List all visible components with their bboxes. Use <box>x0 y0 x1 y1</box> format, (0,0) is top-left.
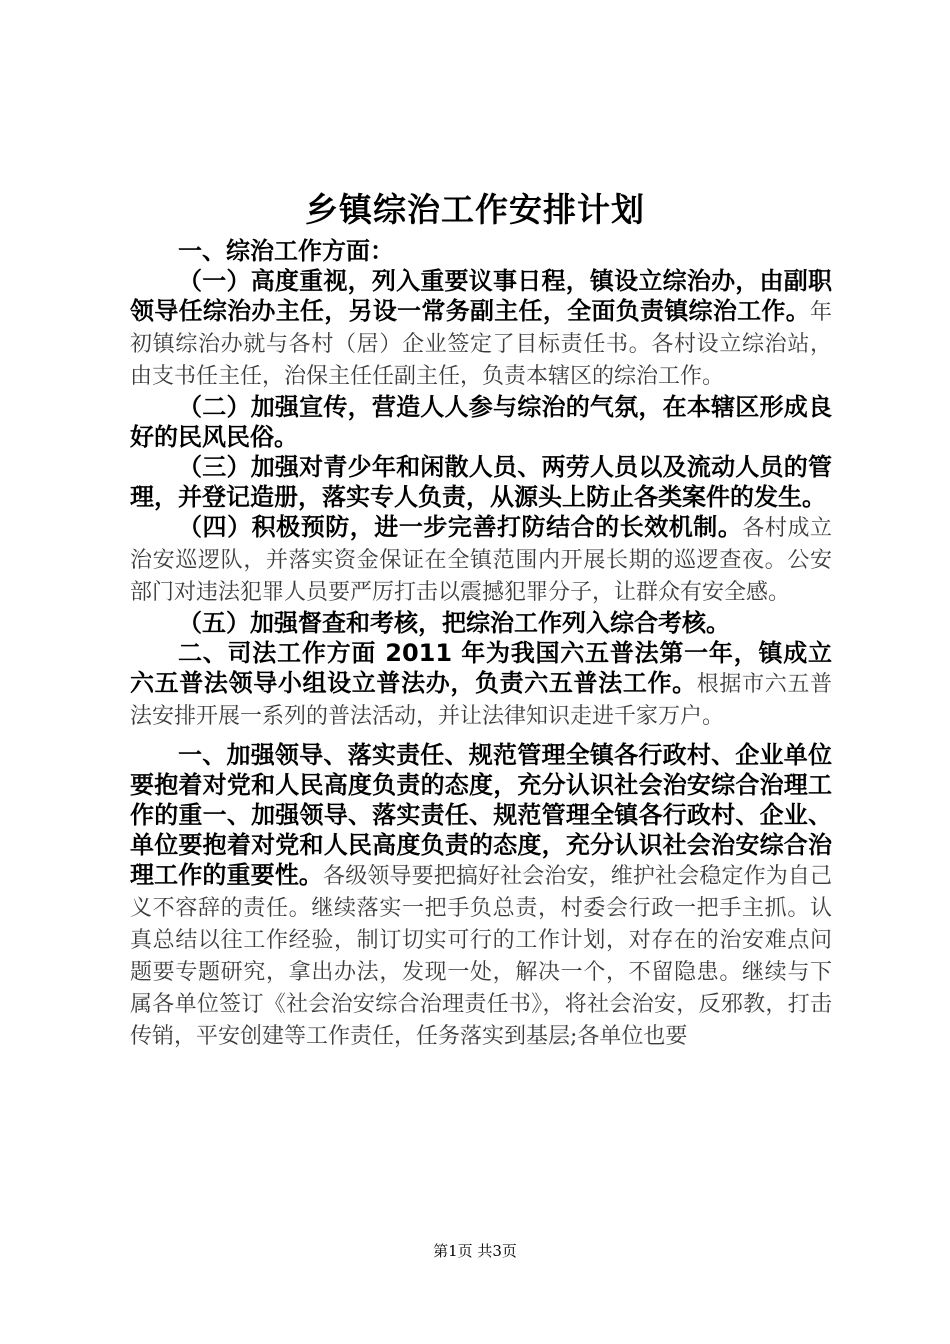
paragraph-bold-text: 二、司法工作方面 2011 年为我国六五普法第一年，镇成立六五普法领导小组设立普法办，负责六五普法工作。 <box>130 639 832 697</box>
paragraph-bold-text: （三）加强对青少年和闲散人员、两劳人员以及流动人员的管理，并登记造册，落实专人负责，从源头上防止各类案件的发生。 <box>130 453 832 511</box>
section1-paragraph-2 <box>130 392 832 452</box>
section1-paragraph-5 <box>130 608 832 638</box>
document-body <box>130 236 832 1052</box>
paragraph-normal-text: 各村成立治安巡逻队，并落实资金保证在全镇范围内开展长期的巡逻查夜。公安部门对违法犯罪人员要严厉打击以震撼犯罪分子，让群众有安全感。 <box>130 516 832 605</box>
paragraph-bold-text: （一）高度重视，列入重要议事日程，镇设立综治办，由副职领导任综治办主任，另设一常务副主任，全面负责镇综治工作。 <box>130 267 832 325</box>
section1-paragraph-4 <box>130 512 832 608</box>
paragraph-normal-text: 各级领导要把搞好社会治安，维护社会稳定作为自己义不容辞的责任。继续落实一把手负总责，村委会行政一把手主抓。认真总结以往工作经验，制订切实可行的工作计划，对存在的治安难点问题要专题研究，拿出办法，发现一处，解决一个，不留隐患。继续与下属各单位签订《社会治安综合治理责任书》，将社会治安，反邪教，打击传销，平安创建等工作责任，任务落实到基层;各单位也要 <box>130 864 832 1049</box>
page-number-footer: 第1页 共3页 <box>433 1242 517 1260</box>
document-title: 乡镇综治工作安排计划 <box>305 190 645 229</box>
paragraph-bold-text: （二）加强宣传，营造人人参与综治的气氛，在本辖区形成良好的民风民俗。 <box>130 393 832 451</box>
paragraph-bold-text: 一、加强领导、落实责任、规范管理全镇各行政村、企业单位要抱着对党和人民高度负责的态度，充分认识社会治安综合治理工作的重一、加强领导、落实责任、规范管理全镇各行政村、企业、单位要抱着对党和人民高度负责的态度，充分认识社会治安综合治理工作的重要性。 <box>130 741 832 889</box>
section2-paragraph <box>130 638 832 732</box>
paragraph-normal-text: 根据市六五普法安排开展一系列的普法活动，并让法律知识走进千家万户。 <box>130 672 832 729</box>
section1-heading: 一、综治工作方面： <box>178 237 394 265</box>
section1-paragraph-3 <box>130 452 832 512</box>
paragraph-bold-text: （五）加强督查和考核，把综治工作列入综合考核。 <box>178 609 730 637</box>
section3-paragraph <box>130 740 832 1052</box>
section1-paragraph-1 <box>130 266 832 392</box>
paragraph-bold-text: （四）积极预防，进一步完善打防结合的长效机制。 <box>178 513 743 541</box>
paragraph-normal-text: 年初镇综治办就与各村（居）企业签定了目标责任书。各村设立综治站，由支书任主任，治保主任任副主任，负责本辖区的综治工作。 <box>130 300 832 389</box>
